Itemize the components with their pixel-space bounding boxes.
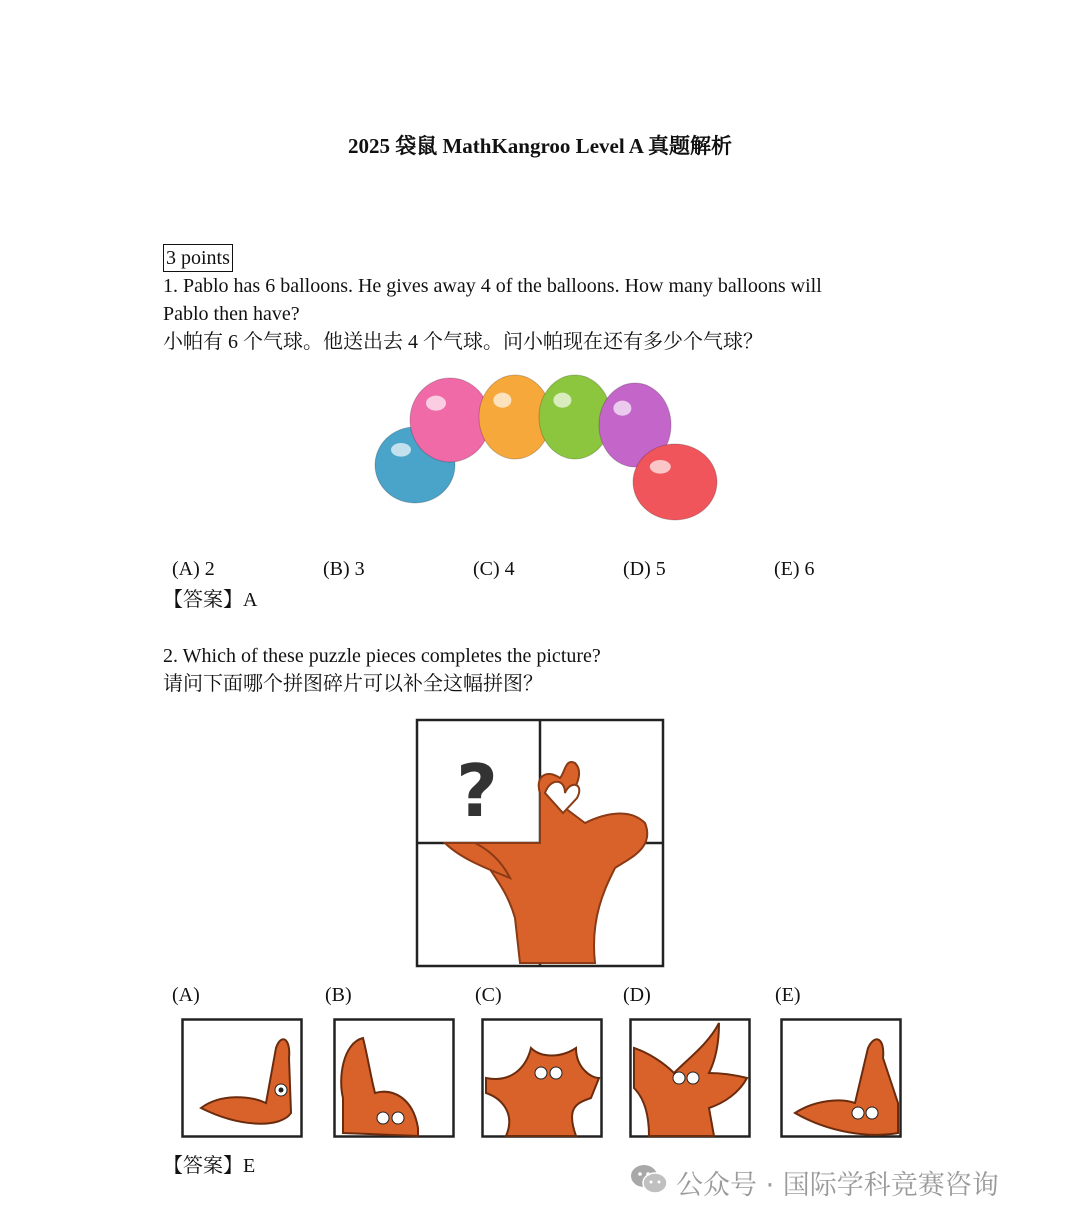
q2-option-a-label: (A) bbox=[172, 984, 200, 1006]
puzzle-piece-c bbox=[481, 1018, 603, 1138]
q2-option-c-label: (C) bbox=[475, 984, 502, 1006]
q1-option-b: (B) 3 bbox=[323, 558, 365, 580]
q2-text: 2. Which of these puzzle pieces completes the picture? bbox=[163, 645, 601, 667]
q1-option-a: (A) 2 bbox=[172, 558, 215, 580]
q1-text-line2: Pablo then have? bbox=[163, 303, 300, 325]
watermark-text: 公众号 · 国际学科竞赛咨询 bbox=[676, 1170, 999, 1201]
puzzle-grid bbox=[415, 718, 665, 968]
balloon-shine bbox=[650, 460, 671, 474]
watermark bbox=[630, 1163, 999, 1202]
puzzle-piece-a bbox=[181, 1018, 303, 1138]
q2-option-e-label: (E) bbox=[775, 984, 801, 1006]
q1-text-line1: 1. Pablo has 6 balloons. He gives away 4 of the balloons. How many balloons will bbox=[163, 275, 822, 297]
q1-option-e: (E) 6 bbox=[774, 558, 815, 580]
puzzle-piece-e bbox=[780, 1018, 902, 1138]
puzzle-piece-b bbox=[333, 1018, 455, 1138]
page-title: 2025 袋鼠 MathKangroo Level A 真题解析 bbox=[347, 134, 733, 158]
balloon-shine bbox=[426, 396, 446, 411]
q2-option-d-label: (D) bbox=[623, 984, 651, 1006]
balloon-shine bbox=[493, 393, 511, 408]
points-badge: 3 points bbox=[163, 244, 233, 272]
q1-answer: 【答案】A bbox=[163, 589, 258, 611]
q2-text-zh: 请问下面哪个拼图碎片可以补全这幅拼图？ bbox=[163, 673, 543, 695]
balloons-illustration bbox=[360, 370, 730, 530]
q1-option-d: (D) 5 bbox=[623, 558, 666, 580]
balloon bbox=[633, 444, 717, 520]
question-mark: ? bbox=[456, 749, 498, 833]
q2-answer: 【答案】E bbox=[163, 1155, 256, 1177]
q1-text-zh: 小帕有 6 个气球。他送出去 4 个气球。问小帕现在还有多少个气球？ bbox=[163, 331, 763, 353]
balloon bbox=[410, 378, 490, 462]
wechat-icon bbox=[630, 1163, 668, 1202]
puzzle-piece-d bbox=[629, 1018, 751, 1138]
q2-option-b-label: (B) bbox=[325, 984, 352, 1006]
balloon-shine bbox=[613, 401, 631, 416]
balloon-shine bbox=[553, 393, 571, 408]
balloon-shine bbox=[391, 443, 411, 457]
q1-option-c: (C) 4 bbox=[473, 558, 515, 580]
